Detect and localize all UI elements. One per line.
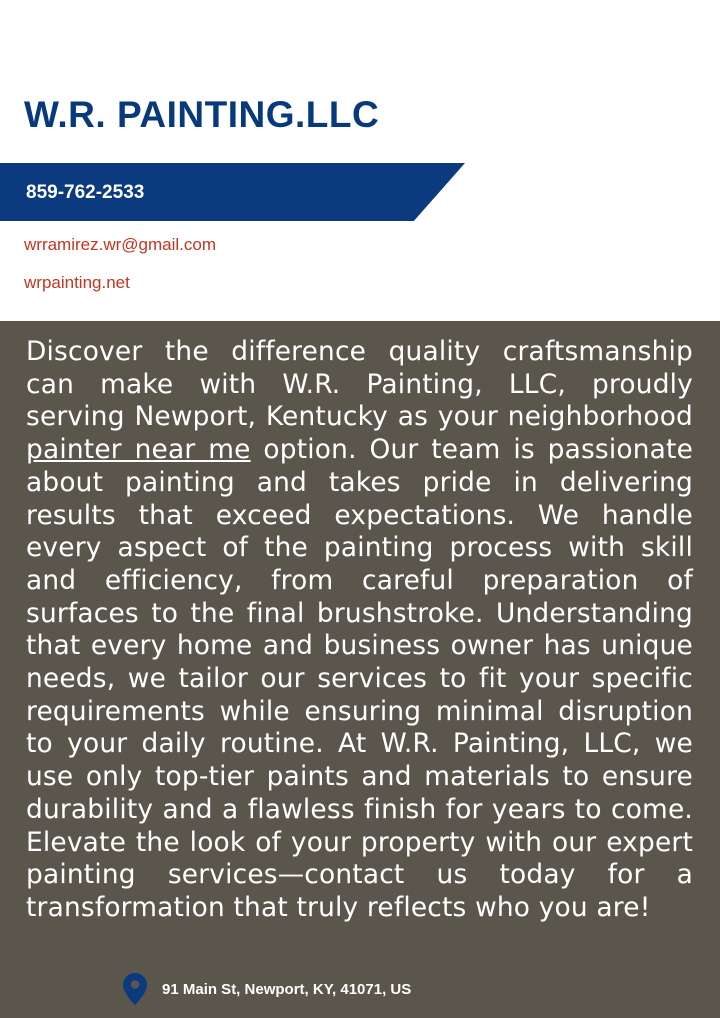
email-address[interactable]: wrramirez.wr@gmail.com [24,235,216,254]
address-text: 91 Main St, Newport, KY, 41071, US [162,980,412,998]
painter-near-me-link[interactable]: painter near me [26,434,251,466]
phone-number[interactable]: 859-762-2533 [26,182,145,203]
description-text [26,336,693,925]
website-link[interactable]: wrpainting.net [24,273,130,292]
location-pin-icon [122,973,148,1005]
description-text-end: option. Our team is passionate about painting and takes pride in delivering results that exceed expectations. We handle every aspect of the painting process with skill and efficiency, from careful preparation of surfaces to the final brushstroke. Understanding that every home and business owner has unique needs, we tailor our services to fit your specific requirements while ensuring minimal disruption to your daily routine. At W.R. Painting, LLC, we use only top-tier paints and materials to ensure durability and a flawless finish for years to come. Elevate the look of your property with our expert painting services—contact us today for a transformation that truly reflects who you are! [26,434,694,923]
address-row [122,972,411,1006]
header-section [0,0,720,321]
company-name: W.R. PAINTING.LLC [24,94,380,135]
description-text-start: Discover the difference quality craftsmanship can make with W.R. Painting, LLC, proudly serving Newport, Kentucky as your neighborhood [26,336,693,433]
